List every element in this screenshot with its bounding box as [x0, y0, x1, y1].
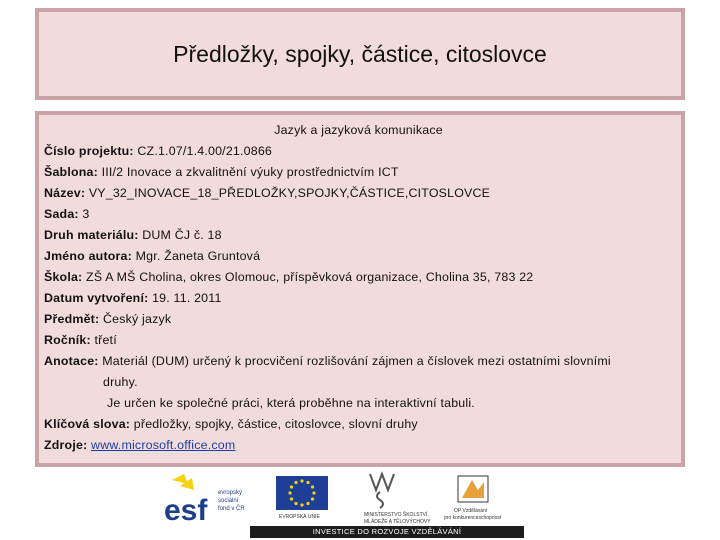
esf-line-2: sociální [218, 498, 239, 504]
keywords-label: Klíčová slova: [44, 417, 131, 431]
page-title: Předložky, spojky, částice, citoslovce [173, 40, 547, 67]
project-number-row [44, 141, 681, 162]
author-value: Mgr. Žaneta Gruntová [135, 249, 261, 263]
annotation-row [44, 351, 681, 372]
author-row [44, 246, 681, 267]
op-vk-logo [444, 476, 502, 521]
template-label: Šablona: [44, 165, 98, 179]
name-label: Název: [44, 186, 86, 200]
msmt-logo [364, 474, 431, 525]
project-number-value: CZ.1.07/1.4.00/21.0866 [137, 144, 273, 158]
grade-row [44, 330, 681, 351]
funding-logos-strip [158, 470, 528, 538]
material-label: Druh materiálu: [44, 228, 139, 242]
info-heading: Jazyk a jazyková komunikace [274, 123, 443, 137]
grade-value: třetí [94, 333, 117, 347]
project-info-panel [35, 111, 685, 467]
annotation-line-3: Je určen ke společné práci, která proběhne na interaktivní tabuli. [107, 396, 475, 410]
subject-row [44, 309, 681, 330]
date-row [44, 288, 681, 309]
name-value: VY_32_INOVACE_18_PŘEDLOŽKY,SPOJKY,ČÁSTICE,CITOSLOVCE [88, 186, 491, 200]
set-label: Sada: [44, 207, 79, 221]
title-panel [35, 8, 685, 100]
op-line-1: OP Vzdělávání [454, 508, 488, 514]
material-row [44, 225, 681, 246]
esf-line-1: evropský [218, 490, 243, 496]
sources-label: Zdroje: [44, 438, 88, 452]
eu-label: EVROPSKÁ UNIE [279, 514, 320, 520]
eu-flag-logo [276, 476, 328, 520]
subject-label: Předmět: [44, 312, 100, 326]
school-label: Škola: [44, 270, 83, 284]
annotation-line-1: Materiál (DUM) určený k procvičení rozlišování zájmen a číslovek mezi ostatními slovními [102, 354, 611, 368]
sources-link[interactable]: www.microsoft.office.com [91, 438, 236, 452]
author-label: Jméno autora: [44, 249, 132, 263]
set-value: 3 [82, 207, 90, 221]
school-row [44, 267, 681, 288]
name-row [44, 183, 681, 204]
keywords-value: předložky, spojky, částice, citoslovce, slovní druhy [133, 417, 418, 431]
op-line-2: pro konkurenceschopnost [444, 515, 502, 521]
set-row [44, 204, 681, 225]
material-value: DUM ČJ č. 18 [142, 228, 222, 242]
grade-label: Ročník: [44, 333, 91, 347]
keywords-row [44, 414, 681, 435]
school-value: ZŠ A MŠ Cholina, okres Olomouc, příspěvková organizace, Cholina 35, 783 22 [86, 270, 534, 284]
esf-line-3: fond v ČR [218, 506, 245, 512]
sources-row [44, 435, 681, 456]
annotation-label: Anotace: [44, 354, 99, 368]
investment-banner: INVESTICE DO ROZVOJE VZDĚLÁVÁNÍ [250, 526, 524, 538]
funding-logos [158, 470, 528, 526]
esf-logo [164, 474, 245, 526]
project-number-label: Číslo projektu: [44, 144, 134, 158]
date-label: Datum vytvoření: [44, 291, 149, 305]
template-row [44, 162, 681, 183]
svg-text:esf: esf [164, 494, 208, 526]
msmt-line-1: MINISTERSTVO ŠKOLSTVÍ, [364, 512, 429, 518]
template-value: III/2 Inovace a zkvalitnění výuky prostřednictvím ICT [101, 165, 399, 179]
subject-value: Český jazyk [102, 312, 172, 326]
date-value: 19. 11. 2011 [152, 291, 222, 305]
msmt-line-2: MLÁDEŽE A TĚLOVÝCHOVY [364, 519, 431, 525]
annotation-line-2: druhy. [103, 375, 138, 389]
